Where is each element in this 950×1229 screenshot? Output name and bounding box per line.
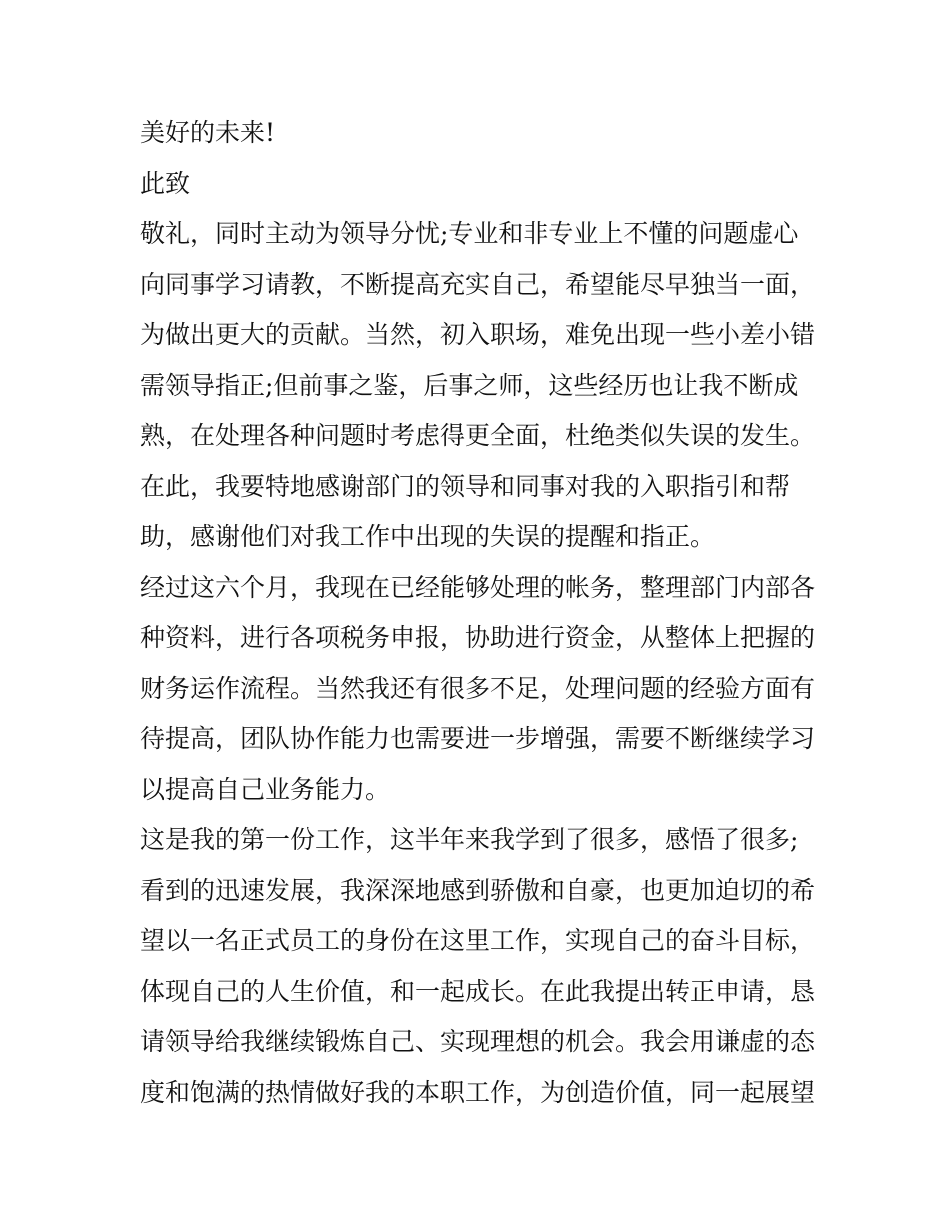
text-line: 度和饱满的热情做好我的本职工作，为创造价值，同一起展望 — [140, 1077, 816, 1107]
text-line: 为做出更大的贡献。当然，初入职场，难免出现一些小差小错 — [140, 320, 816, 349]
text-line: 这是我的第一份工作，这半年来我学到了很多，感悟了很多; — [140, 825, 799, 854]
text-line: 望以一名正式员工的身份在这里工作，实现自己的奋斗目标， — [140, 926, 816, 955]
text-line: 财务运作流程。当然我还有很多不足，处理问题的经验方面有 — [140, 673, 816, 703]
text-line: 请领导给我继续锻炼自己、实现理想的机会。我会用谦虚的态 — [140, 1027, 816, 1056]
letter-body — [140, 108, 820, 1118]
text-line: 以提高自己业务能力。 — [140, 774, 391, 804]
text-line: 体现自己的人生价值，和一起成长。在此我提出转正申请，恳 — [140, 976, 816, 1006]
text-line: 种资料，进行各项税务申报，协助进行资金，从整体上把握的 — [140, 623, 816, 652]
text-line: 助，感谢他们对我工作中出现的失误的提醒和指正。 — [140, 522, 716, 551]
text-line: 向同事学习请教，不断提高充实自己，希望能尽早独当一面， — [140, 269, 816, 299]
text-line: 在此，我要特地感谢部门的领导和同事对我的入职指引和帮 — [140, 471, 791, 501]
text-line: 敬礼，同时主动为领导分忧;专业和非专业上不懂的问题虚心 — [140, 219, 799, 248]
text-line: 此致 — [140, 168, 191, 198]
text-line: 看到的迅速发展，我深深地感到骄傲和自豪，也更加迫切的希 — [140, 875, 816, 905]
text-line: 待提高，团队协作能力也需要进一步增强，需要不断继续学习 — [140, 724, 816, 753]
text-line: 熟，在处理各种问题时考虑得更全面，杜绝类似失误的发生。 — [140, 421, 816, 450]
text-line: 美好的未来! — [140, 118, 276, 147]
text-line: 需领导指正;但前事之鉴，后事之师，这些经历也让我不断成 — [140, 370, 799, 400]
text-line: 经过这六个月，我现在已经能够处理的帐务，整理部门内部各 — [140, 572, 816, 602]
